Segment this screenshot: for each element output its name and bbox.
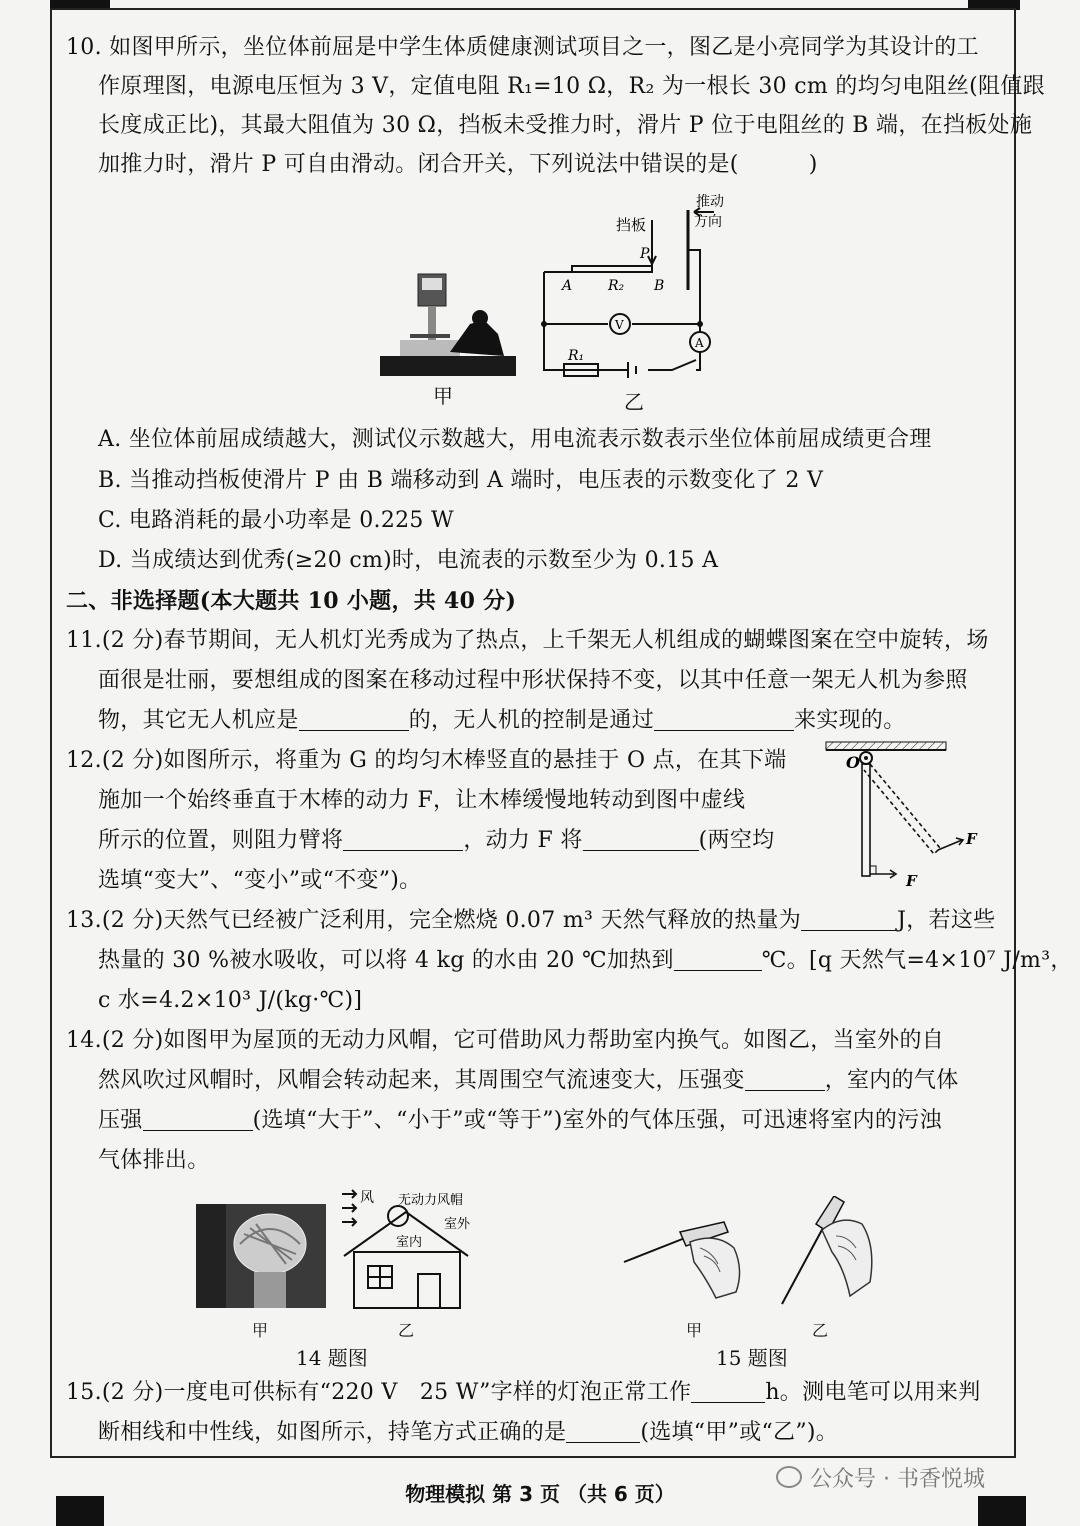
q10-circuit-diagram	[536, 190, 726, 382]
q11-text-b: 的，无人机的控制是通过	[408, 708, 655, 733]
q14-blank-1[interactable]	[745, 1068, 825, 1091]
q15-fig-jia-label: 甲	[686, 1321, 703, 1340]
q13-line-3: c 水=4.2×10³ J/(kg·℃)]	[98, 988, 363, 1013]
q11-text-c: 来实现的。	[794, 708, 906, 733]
q14-text-d: (选填“大于”、“小于”或“等于”)室外的气体压强，可迅速将室内的污浊	[252, 1108, 942, 1133]
q14-text-c: 压强	[98, 1108, 143, 1133]
q10-line-4	[98, 150, 818, 180]
corner-mark-right	[978, 1496, 1026, 1526]
q13-text-c: 热量的 30 %被水吸收，可以将 4 kg 的水由 20 ℃加热到	[98, 948, 674, 973]
q12-blank-1[interactable]	[343, 828, 463, 851]
q13-text-d: ℃。[q 天然气=4×10⁷ J/m³，	[761, 948, 1073, 973]
q12-line-2: 施加一个始终垂直于木棒的动力 F，让木棒缓慢地转动到图中虚线	[98, 788, 746, 813]
q14-blank-2[interactable]	[143, 1108, 253, 1131]
q12-text-c: (两空均	[698, 828, 775, 853]
q13-blank-2[interactable]	[674, 948, 762, 971]
q13-blank-1[interactable]	[801, 908, 897, 931]
q11-line-1: 11.(2 分)春节期间，无人机灯光秀成为了热点，上千架无人机组成的蝴蝶图案在空中旋转，场	[66, 628, 989, 653]
q14-house-diagram	[336, 1186, 476, 1310]
q15-text-d: (选填“甲”或“乙”)。	[640, 1420, 839, 1445]
q14-caption: 14 题图	[296, 1346, 368, 1370]
q14-fig-outdoor-label: 室外	[444, 1217, 471, 1232]
q15-blank-2[interactable]	[566, 1420, 640, 1443]
q10-option-b: B. 当推动挡板使滑片 P 由 B 端移动到 A 端时，电压表的示数变化了 2 V	[98, 468, 824, 493]
fig-a-label: A	[562, 278, 573, 294]
q14-fig-wind-label: 风	[360, 1190, 374, 1206]
q15-blank-1[interactable]	[691, 1380, 765, 1403]
q14-line-2	[98, 1066, 959, 1096]
fig-b-label: B	[654, 278, 665, 294]
q14-text-a: 然风吹过风帽时，风帽会转动起来，其周围空气流速变大，压强变	[98, 1068, 745, 1093]
q12-fig-f1-label: F	[966, 830, 977, 848]
q11-blank-2[interactable]	[654, 708, 794, 731]
q10-line-3: 长度成正比)，其最大阻值为 30 Ω，挡板未受推力时，滑片 P 位于电阻丝的 B 端，在挡板处施	[98, 113, 1033, 138]
q11-text-a: 物，其它无人机应是	[98, 708, 299, 733]
q13-text-b: J，若这些	[897, 908, 996, 933]
q14-line-1: 14.(2 分)如图甲为屋顶的无动力风帽，它可借助风力帮助室内换气。如图乙，当室外的自	[66, 1028, 945, 1053]
q14-line-3	[98, 1106, 942, 1136]
fig-voltmeter-label: V	[615, 318, 624, 332]
q15-line-1	[66, 1378, 981, 1408]
fig-r1-label: R₁	[568, 348, 585, 364]
q15-fig-yi-label: 乙	[812, 1321, 829, 1340]
q11-line-2: 面很是壮丽，要想组成的图案在移动过程中形状保持不变，以其中任意一架无人机为参照	[98, 668, 968, 693]
fig-p-label: P	[640, 246, 650, 262]
q15-caption: 15 题图	[716, 1346, 788, 1370]
q14-fig-yi-label: 乙	[398, 1321, 415, 1340]
q13-text-a: 13.(2 分)天然气已经被广泛利用，完全燃烧 0.07 m³ 天然气释放的热量为	[66, 908, 802, 933]
q12-line-1: 12.(2 分)如图所示，将重为 G 的均匀木棒竖直的悬挂于 O 点，在其下端	[66, 748, 787, 773]
q11-line-3	[98, 706, 906, 736]
q15-text-b: h。测电笔可以用来判	[765, 1380, 981, 1405]
q10-photo-jia	[380, 264, 516, 376]
q11-blank-1[interactable]	[299, 708, 409, 731]
page-footer: 物理模拟 第 3 页 （共 6 页）	[405, 1482, 675, 1506]
q10-fig-jia-label: 甲	[433, 384, 453, 408]
q12-text-a: 所示的位置，则阻力臂将	[98, 828, 344, 853]
q14-photo-jia	[196, 1204, 326, 1308]
q12-line-3	[98, 826, 774, 856]
q10-paren-close: )	[808, 152, 818, 177]
q15-pen-jia	[620, 1218, 750, 1302]
fig-ammeter-label: A	[695, 336, 704, 350]
corner-mark-left	[56, 1496, 104, 1526]
section-2-heading: 二、非选择题(本大题共 10 小题，共 40 分)	[66, 588, 517, 614]
q12-line-4: 选填“变大”、“变小”或“不变”)。	[98, 868, 422, 893]
q12-fig-f2-label: F	[906, 872, 917, 890]
q10-option-c: C. 电路消耗的最小功率是 0.225 W	[98, 508, 454, 533]
q10-option-a: A. 坐位体前屈成绩越大，测试仪示数越大，用电流表示数表示坐位体前屈成绩更合理	[98, 427, 932, 452]
q12-lever-diagram	[820, 738, 990, 890]
fig-baffle-label: 挡板	[616, 216, 647, 234]
q12-blank-2[interactable]	[583, 828, 699, 851]
fig-r2-label: R₂	[608, 278, 625, 294]
q13-line-2	[98, 946, 1073, 976]
q13-line-1	[66, 906, 995, 936]
q10-option-d: D. 当成绩达到优秀(≥20 cm)时，电流表的示数至少为 0.15 A	[98, 548, 719, 573]
q15-text-c: 断相线和中性线，如图所示，持笔方式正确的是	[98, 1420, 567, 1445]
q15-pen-yi	[772, 1196, 882, 1308]
q14-text-b: ，室内的气体	[824, 1068, 959, 1093]
q10-fig-yi-label: 乙	[624, 390, 644, 414]
q15-text-a: 15.(2 分)一度电可供标有“220 V 25 W”字样的灯泡正常工作	[66, 1380, 692, 1405]
q14-fig-cap-label: 无动力风帽	[398, 1193, 464, 1208]
q12-fig-o-label: O	[846, 753, 860, 772]
fig-direction-label: 方向	[694, 214, 722, 230]
fig-push-label: 推动	[696, 194, 724, 210]
q10-line-1: 10. 如图甲所示，坐位体前屈是中学生体质健康测试项目之一，图乙是小亮同学为其设计的工	[66, 35, 979, 60]
q14-line-4: 气体排出。	[98, 1148, 210, 1173]
watermark-text: 公众号 · 书香悦城	[810, 1467, 985, 1492]
q14-fig-indoor-label: 室内	[396, 1235, 423, 1250]
q10-line-2: 作原理图，电源电压恒为 3 V，定值电阻 R₁=10 Ω，R₂ 为一根长 30 cm 的均匀电阻丝(阻值跟	[98, 74, 1045, 99]
q10-line-4-text: 加推力时，滑片 P 可自由滑动。闭合开关，下列说法中错误的是(	[98, 152, 739, 177]
q14-fig-jia-label: 甲	[252, 1321, 269, 1340]
q12-text-b: ，动力 F 将	[463, 828, 583, 853]
q15-line-2	[98, 1418, 838, 1448]
